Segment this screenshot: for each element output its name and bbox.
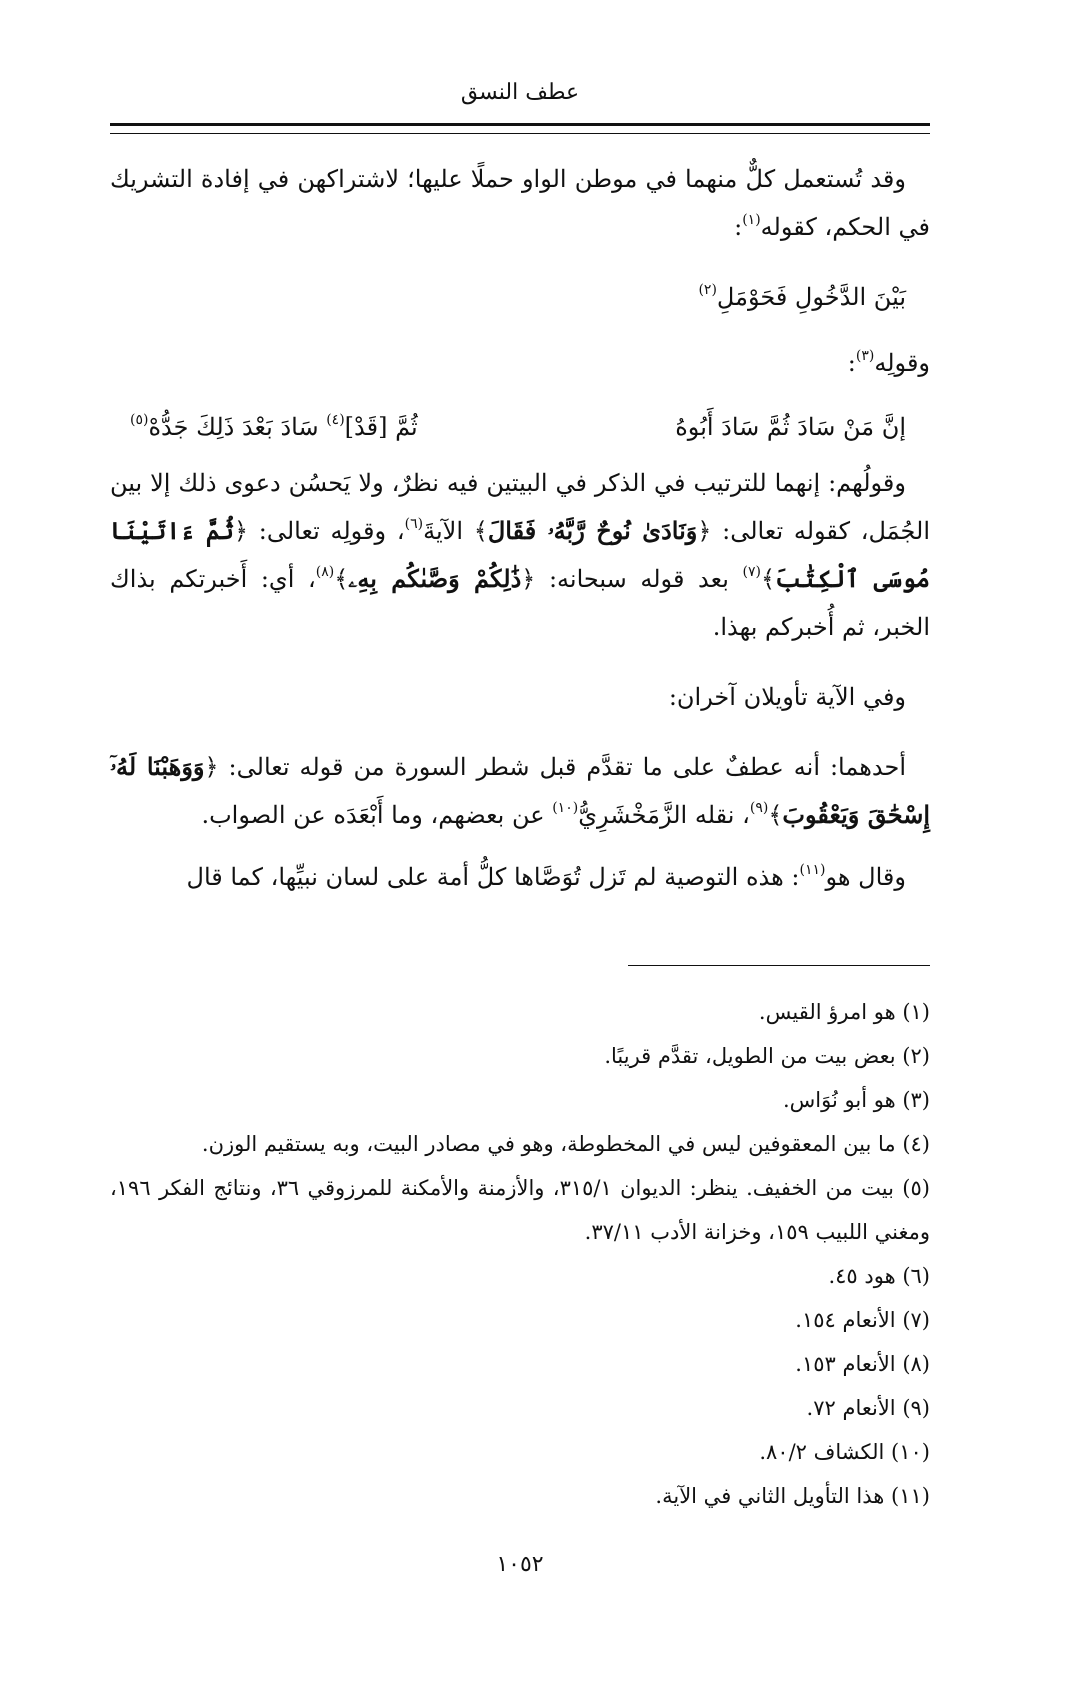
footnotes — [110, 990, 930, 1518]
quran-quote-2: ثُمَّ ءَاتَيْنَا مُوسَى ٱلْكِتَٰبَ — [110, 516, 931, 593]
paragraph-3-a: وقولُهم: إنهما للترتيب في الذكر في البيتين فيه نظرٌ، ولا يَحسُن دعوى ذلك إلا بين الجُمَل، كقوله تعالى: ﴿ — [110, 469, 931, 545]
paragraph-1-text: وقد تُستعمل كلٌّ منهما في موطن الواو حملًا عليها؛ لاشتراكهن في إفادة التشريك في الحكم، كقوله — [110, 165, 930, 241]
paragraph-4: وفي الآية تأويلان آخران: — [668, 683, 906, 711]
paragraph-1-end: : — [734, 213, 743, 241]
footnote-ref-11: (١١) — [799, 862, 826, 878]
footnote-4: (٤) ما بين المعقوفين ليس في المخطوطة، وهو في مصادر البيت، وبه يستقيم الوزن. — [201, 1132, 930, 1156]
paragraph-3-d: ﴾ — [760, 565, 776, 593]
quran-quote-4: وَوَهَبْنَا لَهُۥٓ إِسْحَٰقَ وَيَعْقُوبَ — [110, 752, 930, 829]
footnote-6: (٦) هود ٤٥. — [828, 1264, 930, 1288]
verse-1-text: بَيْنَ الدَّخُولِ فَحَوْمَلِ — [716, 283, 906, 311]
footnote-ref-2: (٢) — [698, 282, 717, 298]
footnote-11: (١١) هذا التأويل الثاني في الآية. — [655, 1484, 930, 1508]
paragraph-3-f: ﴾ — [334, 565, 349, 593]
paragraph-5-d: عن بعضهم، وما أَبْعَدَه عن الصواب. — [201, 801, 553, 829]
paragraph-5-a: أحدهما: أنه عطفٌ على ما تقدَّم قبل شطر السورة من قوله تعالى: ﴿ — [204, 753, 907, 781]
paragraph-3 — [110, 459, 930, 651]
paragraph-6 — [110, 853, 930, 901]
paragraph-6-b: : هذه التوصية لم تَزل تُوَصَّاها كلُّ أمة على لسان نبيِّها، كما قال — [186, 863, 800, 891]
footnote-2: (٢) بعض بيت من الطويل، تقدَّم قريبًا. — [604, 1044, 930, 1068]
paragraph-5-c: ، نقله الزَّمَخْشَرِيُّ — [578, 801, 750, 829]
footnote-ref-9: (٩) — [749, 800, 769, 816]
footnote-7: (٧) الأنعام ١٥٤. — [795, 1308, 930, 1332]
paragraph-3-g: ، أي: أَخبرتكم بذاك الخبر، ثم أُخبركم بهذا. — [110, 565, 930, 641]
running-header: عطف النسق — [460, 80, 580, 105]
paragraph-1 — [110, 155, 930, 251]
paragraph-3-e: بعد قوله سبحانه: ﴿ — [521, 565, 743, 593]
header-rule-thin — [110, 133, 930, 134]
verse-2 — [130, 403, 906, 451]
footnote-ref-8: (٨) — [315, 564, 335, 580]
verse-2-first-hemistich: إنَّ مَنْ سَادَ ثُمَّ سَادَ أَبُوهُ — [675, 413, 906, 441]
footnote-10: (١٠) الكشاف ٨٠/٢. — [759, 1440, 930, 1464]
footnote-1: (١) هو امرؤ القيس. — [758, 1000, 930, 1024]
verse-1 — [110, 273, 906, 321]
header-rule-thick — [110, 123, 930, 126]
footnote-8: (٨) الأنعام ١٥٣. — [795, 1352, 930, 1376]
footnote-ref-3: (٣) — [855, 348, 875, 364]
quran-quote-3: ذَٰلِكُمْ وَصَّىٰكُم بِهِۦ — [348, 564, 522, 593]
paragraph-2 — [110, 339, 930, 387]
quran-quote-1: وَنَادَىٰ نُوحٌ رَّبَّهُۥ فَقَالَ — [487, 516, 698, 545]
paragraph-6-a: وقال هو — [825, 863, 906, 891]
footnote-separator — [628, 965, 930, 966]
verse-2-second-a: ثُمَّ [قَدْ] — [344, 413, 418, 441]
footnote-ref-10: (١٠) — [552, 800, 579, 816]
footnote-9: (٩) الأنعام ٧٢. — [806, 1396, 930, 1420]
paragraph-2-end: : — [847, 349, 856, 377]
page-number: ١٠٥٢ — [496, 1552, 544, 1577]
footnote-ref-1: (١) — [742, 212, 761, 228]
paragraph-3-b: ﴾ الآيةَ — [423, 517, 488, 545]
footnote-ref-5: (٥) — [130, 412, 149, 428]
verse-2-second-b: سَادَ بَعْدَ ذَلِكَ جَدُّهْ — [148, 413, 327, 441]
footnote-ref-4: (٤) — [326, 412, 345, 428]
footnote-5: (٥) بيت من الخفيف. ينظر: الديوان ٣١٥/١، والأزمنة والأمكنة للمرزوقي ٣٦، ونتائج الفكر ١٩٦، ومغني اللبيب ١٥٩، وخزانة الأدب ٣٧/١١. — [110, 1176, 930, 1244]
footnote-ref-6: (٦) — [404, 516, 424, 532]
main-text — [110, 155, 930, 901]
paragraph-2-text: وقولِه — [874, 349, 930, 377]
paragraph-5-b: ﴾ — [768, 801, 783, 829]
paragraph-3-c: ، وقولِه تعالى: ﴿ — [233, 517, 405, 545]
footnote-3: (٣) هو أبو نُوَاس. — [783, 1088, 930, 1112]
footnote-ref-7: (٧) — [742, 564, 761, 580]
verse-2-second-hemistich — [130, 403, 418, 451]
paragraph-5 — [110, 743, 930, 839]
